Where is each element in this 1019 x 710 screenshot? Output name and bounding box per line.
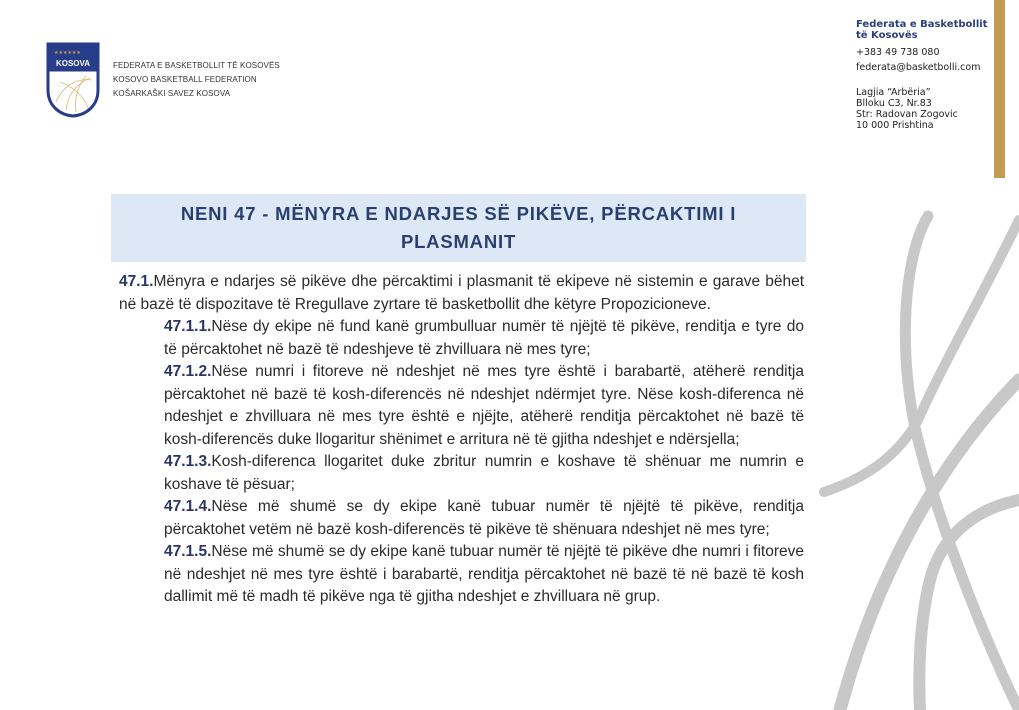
address-line: Lagjia “Arbëria” <box>856 87 931 98</box>
paragraph-47-1 <box>119 271 804 316</box>
logo-text: KOSOVA <box>55 59 91 68</box>
address-line: Blloku C3, Nr.83 <box>856 98 932 109</box>
article-title: NENI 47 - MËNYRA E NDARJES SË PIKËVE, PËRCAKTIMI I PLASMANIT <box>180 203 737 252</box>
gold-accent-bar <box>994 0 1005 178</box>
federation-name-en: KOSOVO BASKETBALL FEDERATION <box>113 75 257 84</box>
contact-org <box>856 19 987 41</box>
paragraph-number: 47.1. <box>119 273 154 290</box>
federation-logo <box>46 42 100 118</box>
contact-org-line2: të Kosovës <box>856 30 918 41</box>
paragraph-47-1-2 <box>164 361 804 451</box>
federation-name-sr: KOŠARKAŠKI SAVEZ KOSOVA <box>113 89 231 98</box>
paragraph-text: Mënyra e ndarjes së pikëve dhe përcaktimi i plasmanit të ekipeve në sistemin e garave bëhet në bazë të dispozitave të Rregullave zyrtare të basketbollit dhe këtyre Propozicioneve. <box>119 273 804 313</box>
paragraph-number: 47.1.2. <box>164 363 212 380</box>
paragraph-47-1-4 <box>164 496 804 541</box>
contact-phone: +383 49 738 080 <box>856 47 940 58</box>
paragraph-number: 47.1.5. <box>164 543 212 560</box>
federation-name-sq: FEDERATA E BASKETBOLLIT TË KOSOVËS <box>113 61 280 70</box>
basketball-watermark-icon <box>810 200 1019 710</box>
article-body <box>119 271 804 609</box>
stars-icon: ★★★★★★ <box>54 50 81 56</box>
paragraph-number: 47.1.4. <box>164 498 212 515</box>
article-title-box <box>111 194 806 262</box>
paragraph-text: Nëse më shumë se dy ekipe kanë tubuar numër të njëjtë të pikëve, renditja përcaktohet vetëm në bazë kosh-diferencës të pikëve të shënuara ndeshjet në mes tyre; <box>164 498 804 538</box>
paragraph-number: 47.1.3. <box>164 453 212 470</box>
paragraph-47-1-3 <box>164 451 804 496</box>
contact-org-line1: Federata e Basketbollit <box>856 19 988 30</box>
paragraph-text: Nëse më shumë se dy ekipe kanë tubuar numër të njëjtë të pikëve dhe numri i fitoreve në ndeshjet në mes tyre është i barabartë, renditja përcaktohet në bazë të në bazë të kosh dallimit më të madh të pikëve nga të gjitha ndeshjet e zhvilluara në grup. <box>164 543 804 605</box>
paragraph-47-1-5 <box>164 541 804 609</box>
paragraph-number: 47.1.1. <box>164 318 212 335</box>
paragraph-text: Nëse numri i fitoreve në ndeshjet në mes tyre është i barabartë, atëherë renditja përcaktohet në bazë të kosh-diferencës në ndeshjet ndërmjet tyre. Nëse kosh-diferenca në ndeshjet e zhvilluara në mes tyre është e njëjte, atëherë renditja përcaktohet në bazë të kosh-diferencës duke llogaritur shënimet e arritura në të gjitha ndeshjet e ndërsjella; <box>164 363 804 448</box>
paragraph-text: Nëse dy ekipe në fund kanë grumbulluar numër të njëjtë të pikëve, renditja e tyre do të përcaktohet në bazë të ndeshjeve të zhvilluara në mes tyre; <box>164 318 804 358</box>
address-line: Str: Radovan Zogovic <box>856 109 958 120</box>
contact-block <box>856 19 987 131</box>
paragraph-text: Kosh-diferenca llogaritet duke zbritur numrin e koshave të shënuar me numrin e koshave të pësuar; <box>164 453 804 493</box>
address-line: 10 000 Prishtina <box>856 120 934 131</box>
federation-names <box>113 59 280 101</box>
contact-email: federata@basketbolli.com <box>856 62 981 73</box>
paragraph-47-1-1 <box>164 316 804 361</box>
